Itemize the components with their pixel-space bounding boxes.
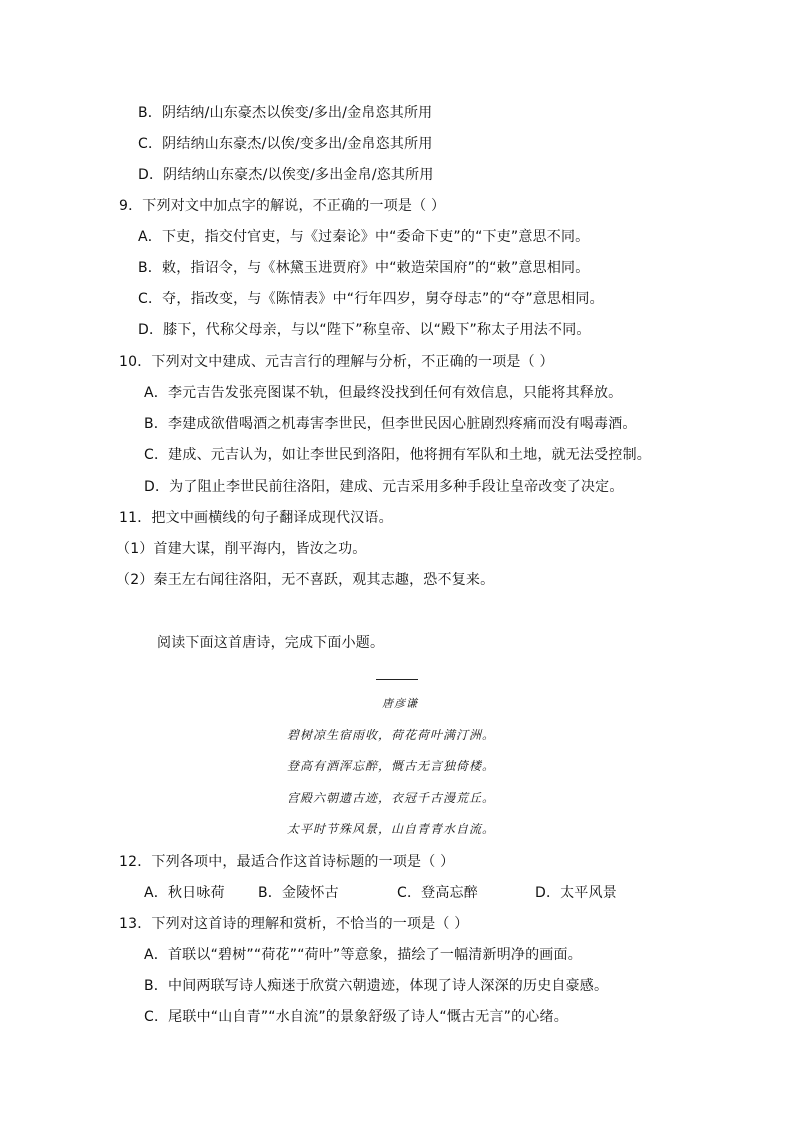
poem-line-1: 碧树凉生宿雨收，荷花荷叶满汀洲。: [287, 728, 496, 742]
q11-stem: 11．把文中画横线的句子翻译成现代汉语。: [119, 510, 393, 526]
q13-option-b: B．中间两联写诗人痴迷于欣赏六朝遗迹，体现了诗人深深的历史自豪感。: [144, 978, 609, 994]
q9-option-d: D．膝下，代称父母亲，与以“陛下”称皇帝、以“殿下”称太子用法不同。: [138, 322, 591, 338]
q12-option-a: A．秋日咏荷: [144, 885, 225, 901]
poem-line-4: 太平时节殊风景，山自青青水自流。: [287, 822, 496, 836]
q8-option-c: C．阴结纳山东豪杰/以俟/变多出/金帛恣其所用: [138, 136, 433, 152]
poem-line-2: 登高有酒浑忘醉，慨古无言独倚楼。: [287, 759, 496, 773]
q12-stem: 12．下列各项中，最适合作这首诗标题的一项是（ ）: [119, 854, 455, 870]
q11-sentence-2: （2）秦王左右闻往洛阳，无不喜跃，观其志趣，恐不复来。: [116, 572, 495, 588]
q9-option-b: B．敕，指诏令，与《林黛玉进贾府》中“敕造荣国府”的“敕”意思相同。: [138, 260, 590, 276]
q9-stem: 9．下列对文中加点字的解说，不正确的一项是（ ）: [119, 198, 446, 214]
poem-author: 唐彦谦: [382, 697, 418, 710]
poem-line-3: 宫殿六朝遗古迹，衣冠千古漫荒丘。: [287, 791, 496, 805]
q13-option-c: C．尾联中“山自青”“水自流”的景象舒级了诗人“慨古无言”的心绪。: [144, 1009, 568, 1025]
poem-title-blank: [376, 679, 418, 680]
poem-intro: 阅读下面这首唐诗，完成下面小题。: [157, 635, 385, 651]
q12-option-b: B．金陵怀古: [258, 885, 339, 901]
q13-option-a: A．首联以“碧树”“荷花”“荷叶”等意象，描绘了一幅清新明净的画面。: [144, 947, 582, 963]
q9-option-a: A．下吏，指交付官吏，与《过秦论》中“委命下吏”的“下吏”意思不同。: [138, 229, 590, 245]
q10-option-b: B．李建成欲借喝酒之机毒害李世民，但李世民因心脏剧烈疼痛而没有喝毒酒。: [144, 416, 637, 432]
q11-sentence-1: （1）首建大谋，削平海内，皆汝之功。: [116, 541, 367, 557]
q9-option-c: C．夺，指改变，与《陈情表》中“行年四岁，舅夺母志”的“夺”意思相同。: [138, 291, 604, 307]
q10-option-d: D．为了阻止李世民前往洛阳，建成、元吉采用多种手段让皇帝改变了决定。: [144, 479, 624, 495]
q8-option-b: B．阴结纳/山东豪杰以俟变/多出/金帛恣其所用: [138, 105, 433, 121]
q10-option-c: C．建成、元吉认为，如让李世民到洛阳，他将拥有军队和土地，就无法受控制。: [144, 447, 651, 463]
q12-option-c: C．登高忘醉: [397, 885, 478, 901]
q12-option-d: D．太平风景: [535, 885, 617, 901]
q10-stem: 10．下列对文中建成、元吉言行的理解与分析，不正确的一项是（ ）: [119, 354, 554, 370]
q8-option-d: D．阴结纳山东豪杰/以俟变/多出金帛/恣其所用: [138, 167, 434, 183]
q13-stem: 13．下列对这首诗的理解和赏析，不恰当的一项是（ ）: [119, 916, 469, 932]
q12-options-row: [144, 884, 664, 902]
q10-option-a: A．李元吉告发张亮图谋不轨，但最终没找到任何有效信息，只能将其释放。: [144, 385, 623, 401]
